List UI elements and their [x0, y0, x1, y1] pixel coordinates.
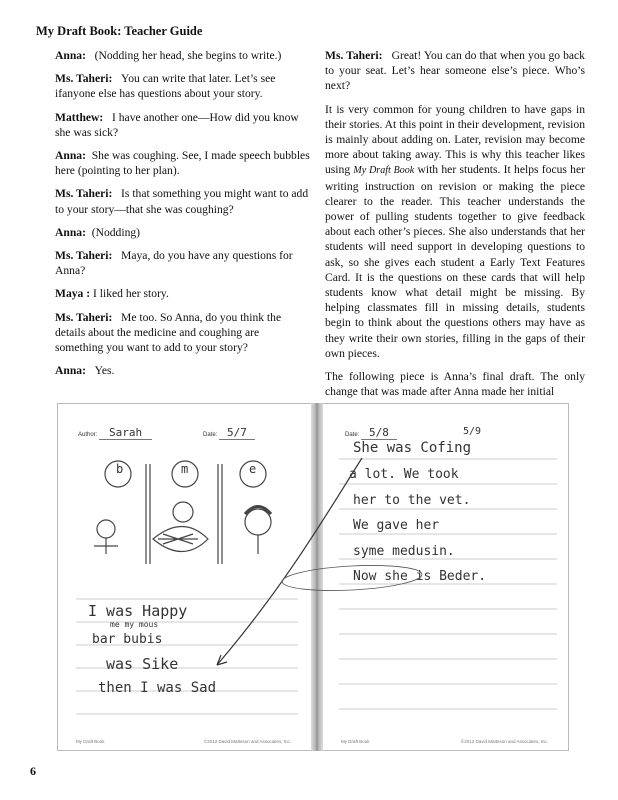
dialogue-line [55, 310, 310, 356]
dialogue-text: Maya, do you have any questions for Anna? [55, 249, 293, 278]
dialogue-text: Great! You can do that when you go back to your seat. Let’s hear someone else’s piece. Who’s next? [325, 49, 585, 93]
date-label: Date: [203, 432, 218, 438]
speaker-name: Ms. Taheri: [55, 310, 113, 324]
notebook-left-page [57, 403, 311, 751]
notebook-footer: My Draft Book [76, 739, 105, 744]
speaker-name: Anna: [55, 364, 86, 378]
handwriting-line: Now she is Beder. [353, 569, 487, 584]
dialogue-text: She was coughing. See, I made speech bubbles here (pointing to her plan). [55, 149, 310, 178]
notebook-footer: My Draft Book [341, 739, 370, 744]
handwriting-insert: me my mous [110, 620, 159, 629]
page-number: 6 [30, 764, 36, 778]
dialogue-text: Me too. So Anna, do you think the details about the medicine and coughing are something you want to add to your story? [55, 310, 282, 355]
dialogue-text: I have another one—How did you know she was sick? [55, 110, 299, 139]
bubble-label: e [249, 462, 257, 476]
dialogue-line [55, 48, 310, 63]
date-label: Date: [345, 432, 360, 438]
story-plan-drawing [58, 404, 312, 752]
notebook-spine [311, 403, 323, 751]
date-value: 5/7 [219, 426, 255, 440]
dialogue-text: Is that something you might want to add to your story—that she was coughing? [55, 187, 309, 216]
date-value: 5/9 [463, 426, 482, 437]
left-column [55, 48, 310, 386]
speaker-name: Maya : [55, 287, 91, 301]
handwriting-line: We gave her [353, 518, 440, 533]
handwriting-line: was Sike [106, 655, 179, 673]
paragraph-text: It is very common for young children to have gaps in their stories. At this point in their development, revision is mainly about adding on. Later, revision may become more about taking away. This is why this teacher likes using [325, 102, 585, 177]
handwriting-line: bar bubis [92, 632, 163, 647]
dialogue-text: I liked her story. [93, 287, 169, 301]
notebook-right-page [323, 403, 569, 751]
speaker-name: Anna: [55, 149, 86, 163]
speaker-name: Ms. Taheri: [325, 49, 383, 62]
notebook-scan [57, 403, 569, 751]
dialogue-line [55, 186, 310, 216]
speaker-name: Ms. Taheri: [55, 72, 113, 86]
handwriting-line: She was Cofing [353, 440, 472, 456]
body-paragraph [325, 102, 585, 361]
handwriting-line: syme medusin. [353, 544, 455, 559]
author-label: Author: [78, 432, 98, 438]
handwriting-line: a lot. We took [349, 467, 459, 482]
handwriting-line: then I was Sad [98, 680, 217, 696]
date-value: 5/8 [361, 426, 397, 440]
dialogue-line [55, 286, 310, 301]
speaker-name: Anna: [55, 49, 86, 62]
author-value: Sarah [99, 426, 152, 440]
handwriting-line: I was Happy [88, 602, 188, 620]
speaker-name: Anna: [55, 225, 86, 239]
handwriting-line: her to the vet. [353, 493, 471, 508]
book-title: My Draft Book [353, 165, 415, 177]
dialogue-line [55, 148, 310, 178]
body-paragraph: The following piece is Anna’s final draft. The only change that was made after Anna made her initial [325, 370, 585, 399]
right-column [325, 48, 585, 407]
notebook-copyright: ©2012 David Matteson and Associates, Inc. [203, 739, 291, 744]
dialogue-line [55, 225, 310, 240]
speaker-name: Matthew: [55, 110, 104, 124]
dialogue-text: Yes. [94, 364, 115, 378]
dialogue-line [55, 363, 310, 378]
page-header: My Draft Book: Teacher Guide [36, 24, 203, 38]
bubble-label: m [181, 462, 189, 476]
notebook-copyright: ©2012 David Matteson and Associates, Inc. [460, 739, 548, 744]
dialogue-line [55, 71, 310, 101]
dialogue-text: You can write that later. Let’s see ifanyone else has questions about your story. [55, 72, 276, 101]
dialogue-text: (Nodding) [91, 225, 141, 239]
dialogue-line [55, 248, 310, 278]
speaker-name: Ms. Taheri: [55, 249, 113, 263]
dialogue-text: (Nodding her head, she begins to write.) [94, 49, 282, 62]
speaker-name: Ms. Taheri: [55, 187, 113, 201]
bubble-label: b [116, 462, 124, 476]
dialogue-line [55, 110, 310, 140]
paragraph-text: with her students. It helps focus her writing instruction on revision or making the piece clearer to the reader. This teacher understands the power of pulling students together to give feedback about each other’s pieces. She also understands that her students will need support in developing questions to ask, so she gives each student a Early Text Features Card. It is the questions on these cards that will help students know what detail might be missing. By helping classmates fill in missing details, students begin to think about the questions others may have as they write their own stories, filling in the gaps of their own pieces. [325, 163, 585, 360]
dialogue-line [325, 48, 585, 94]
